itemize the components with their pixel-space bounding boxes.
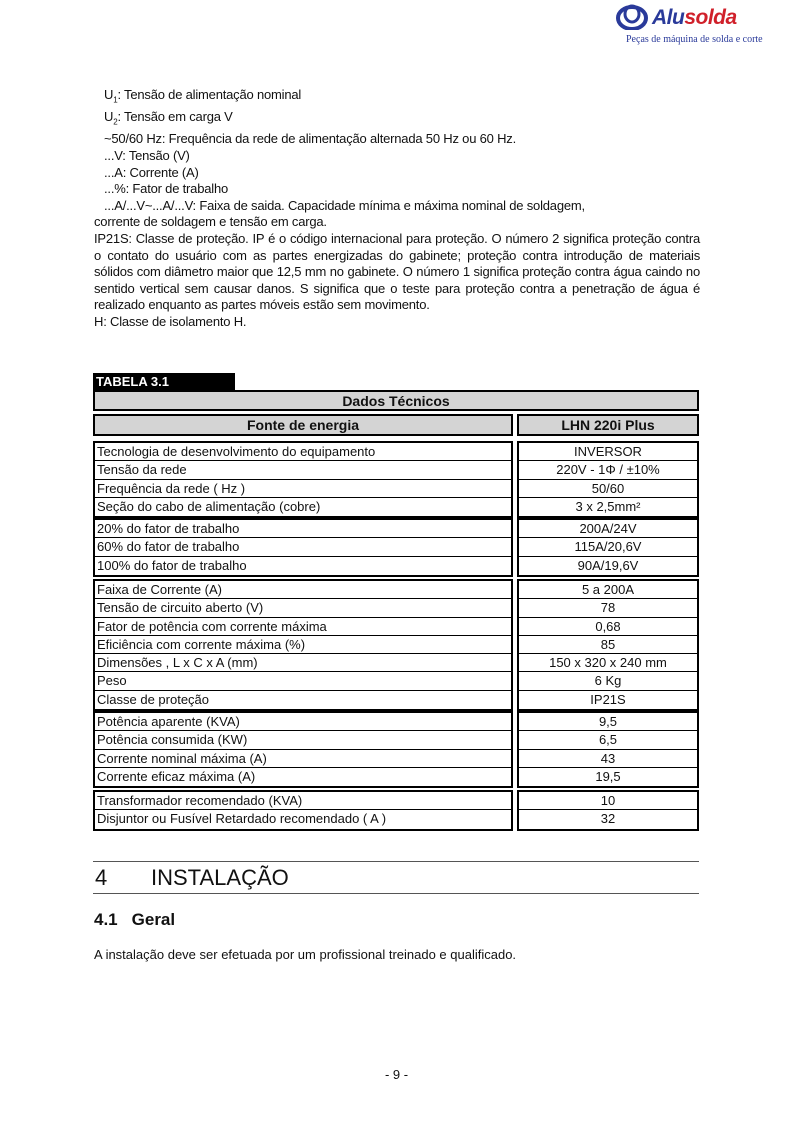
spec-value: 19,5 <box>595 768 621 784</box>
spec-value: 10 <box>519 792 697 810</box>
spec-value-group <box>517 518 699 577</box>
spec-value: 43 <box>519 750 697 768</box>
spec-value: 115A/20,6V <box>519 538 697 556</box>
spec-value: 200A/24V <box>519 520 697 538</box>
column-header-source: Fonte de energia <box>93 414 513 436</box>
subsection-heading: 4.1 Geral <box>94 910 176 929</box>
page-number: - 9 - <box>384 1067 409 1082</box>
legend-item: $U_2$: Tensão em carga V <box>104 109 233 127</box>
spec-value: IP21S <box>590 691 626 707</box>
logo-wordmark: Alusolda <box>652 6 737 29</box>
spec-value: 85 <box>519 636 697 654</box>
spec-label: Corrente eficaz máxima (A) <box>97 768 256 784</box>
table-label: TABELA 3.1 <box>93 373 235 391</box>
spec-label: Frequência da rede ( Hz ) <box>95 480 511 498</box>
spec-value: 32 <box>600 811 616 827</box>
spec-label: 20% do fator de trabalho <box>95 520 511 538</box>
spec-label: Potência consumida (KW) <box>95 731 511 749</box>
spec-label: Disjuntor ou Fusível Retardado recomendado ( A ) <box>97 811 387 827</box>
table-title: Dados Técnicos <box>93 390 699 411</box>
spec-label: 100% do fator de trabalho <box>97 557 247 573</box>
spec-value: INVERSOR <box>519 443 697 461</box>
section-heading: 4 INSTALAÇÃO <box>93 861 699 894</box>
spec-value: 90A/19,6V <box>577 557 639 573</box>
insulation-class: H: Classe de isolamento H. <box>94 313 247 329</box>
legend-item: $U_1$: Tensão de alimentação nominal <box>104 87 302 105</box>
installation-paragraph: A instalação deve ser efetuada por um profissional treinado e qualificado. <box>94 947 517 962</box>
spec-label: Peso <box>95 672 511 690</box>
spec-label: Corrente nominal máxima (A) <box>95 750 511 768</box>
spec-value: 5 a 200A <box>519 581 697 599</box>
spec-value: 150 x 320 x 240 mm <box>519 654 697 672</box>
spec-label: Eficiência com corrente máxima (%) <box>95 636 511 654</box>
spec-label-group <box>93 441 513 518</box>
spec-value: 50/60 <box>519 480 697 498</box>
spec-label: Fator de potência com corrente máxima <box>95 618 511 636</box>
spec-value-group <box>517 711 699 788</box>
legend-item: ...%: Fator de trabalho <box>104 181 229 197</box>
alusolda-logo <box>612 2 763 50</box>
spec-value-group <box>517 579 699 711</box>
legend-continuation: corrente de soldagem e tensão em carga. <box>94 214 327 230</box>
spec-label: Seção do cabo de alimentação (cobre) <box>97 498 321 514</box>
legend-item: ...A: Corrente (A) <box>104 164 199 180</box>
spec-label-group <box>93 711 513 788</box>
spec-label-group <box>93 790 513 831</box>
spec-label: Classe de proteção <box>97 691 210 707</box>
spec-value: 78 <box>519 599 697 617</box>
legend-item: ...V: Tensão (V) <box>104 147 190 163</box>
spec-value: 6,5 <box>519 731 697 749</box>
legend-item: ...A/...V~...A/...V: Faixa de saida. Capacidade mínima e máxima nominal de soldagem, <box>104 197 585 213</box>
spec-value: 9,5 <box>519 713 697 731</box>
spec-label: Potência aparente (KVA) <box>95 713 511 731</box>
spec-value-group <box>517 441 699 518</box>
spec-value: 6 Kg <box>519 672 697 690</box>
logo-tagline: Peças de máquina de solda e corte <box>626 34 763 45</box>
column-header-model: LHN 220i Plus <box>517 414 699 436</box>
logo-swoosh-icon <box>616 4 648 30</box>
legend-item: ~50/60 Hz: Frequência da rede de alimentação alternada 50 Hz ou 60 Hz. <box>104 131 517 147</box>
spec-label: Tensão de circuito aberto (V) <box>95 599 511 617</box>
spec-value: 220V - 1Φ / ±10% <box>519 461 697 479</box>
spec-label: Tensão da rede <box>95 461 511 479</box>
spec-value: 0,68 <box>519 618 697 636</box>
ip-description: IP21S: Classe de proteção. IP é o código internacional para proteção. O número 2 significa proteção contra o contato do usuário com as partes energizadas do gabinete; proteção contra introdução de materiais sólidos com diâmetro maior que 12,5 mm no gabinete. O número 1 significa proteção contra água caindo no sentido vertical sem causar danos. S significa que o teste para proteção contra a penetração de água é realizado enquanto as partes móveis estão sem movimento. <box>94 230 700 313</box>
spec-label: Dimensões , L x C x A (mm) <box>95 654 511 672</box>
spec-value: 3 x 2,5mm² <box>575 498 641 514</box>
spec-value-group <box>517 790 699 831</box>
spec-label: Transformador recomendado (KVA) <box>95 792 511 810</box>
spec-label-group <box>93 579 513 711</box>
spec-label: 60% do fator de trabalho <box>95 538 511 556</box>
symbol-legend <box>94 87 700 331</box>
spec-label: Tecnologia de desenvolvimento do equipamento <box>95 443 511 461</box>
spec-label: Faixa de Corrente (A) <box>95 581 511 599</box>
spec-label-group <box>93 518 513 577</box>
